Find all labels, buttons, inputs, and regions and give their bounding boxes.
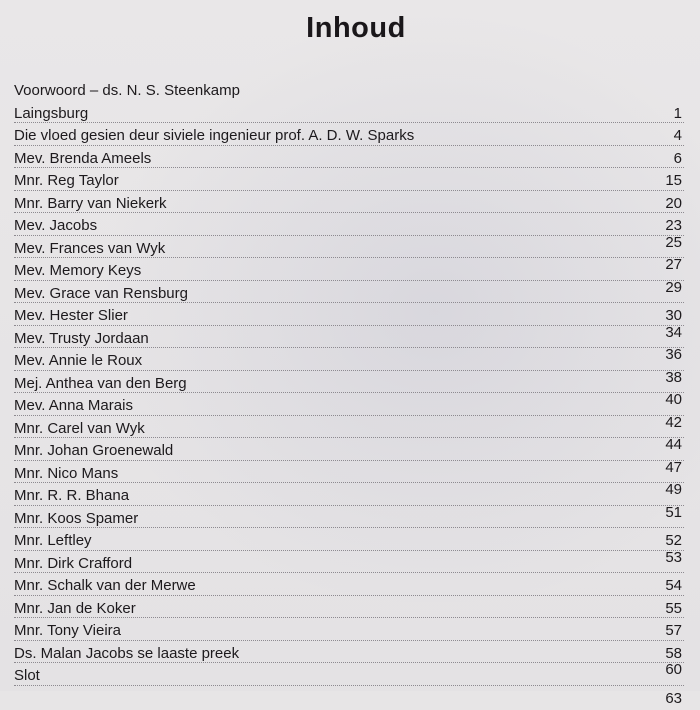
toc-entry-label: Mnr. Barry van Niekerk — [14, 195, 167, 212]
toc-entry-label: Mev. Annie le Roux — [14, 352, 142, 369]
toc-page-number: 38 — [665, 367, 682, 389]
toc-entry-label: Mnr. Johan Groenewald — [14, 442, 173, 459]
toc-entry — [14, 418, 684, 441]
dotted-leader — [14, 527, 684, 528]
dotted-leader — [14, 370, 684, 371]
toc-entry — [14, 508, 684, 531]
toc-entry — [14, 170, 684, 193]
toc-entry-label: Mnr. Carel van Wyk — [14, 420, 145, 437]
toc-entry-label: Mev. Brenda Ameels — [14, 150, 151, 167]
toc-page-number: 40 — [665, 389, 682, 411]
toc-entry-label: Mev. Frances van Wyk — [14, 240, 165, 257]
toc-entry — [14, 643, 684, 666]
toc-page-number: 6 — [674, 148, 682, 170]
dotted-leader — [14, 662, 684, 663]
toc-entry-label: Mev. Grace van Rensburg — [14, 285, 188, 302]
toc-page-number: 1 — [674, 103, 682, 125]
toc-entry-label: Mnr. Leftley — [14, 532, 92, 549]
toc-page-number: 27 — [665, 254, 682, 276]
toc-entry-label: Slot — [14, 667, 40, 684]
dotted-leader — [14, 347, 684, 348]
toc-entry-label: Mev. Hester Slier — [14, 307, 128, 324]
toc-page-number: 29 — [665, 277, 682, 299]
dotted-leader — [14, 302, 684, 303]
dotted-leader — [14, 212, 684, 213]
toc-page-number: 53 — [665, 547, 682, 569]
toc-page-number: 58 — [665, 643, 682, 665]
toc-entry — [14, 148, 684, 171]
toc-page-number: 47 — [665, 457, 682, 479]
toc-page-number: 60 — [665, 659, 682, 681]
toc-entry — [14, 395, 684, 418]
dotted-leader — [14, 190, 684, 191]
toc-page-number: 4 — [674, 125, 682, 147]
toc-entry-label: Mej. Anthea van den Berg — [14, 375, 187, 392]
toc-entry-label: Mnr. Schalk van der Merwe — [14, 577, 196, 594]
dotted-leader — [14, 685, 684, 686]
toc-page-number: 25 — [665, 232, 682, 254]
toc-entry — [14, 485, 684, 508]
dotted-leader — [14, 167, 684, 168]
toc-entry — [14, 620, 684, 643]
toc-entry-label: Mnr. Koos Spamer — [14, 510, 138, 527]
toc-page-number: 42 — [665, 412, 682, 434]
page-title: Inhoud — [6, 12, 700, 45]
dotted-leader — [14, 392, 684, 393]
dotted-leader — [14, 617, 684, 618]
toc-entry — [14, 350, 684, 373]
toc-entry-label: Mev. Memory Keys — [14, 262, 141, 279]
toc-entry-label: Mnr. Nico Mans — [14, 465, 118, 482]
toc-entry-label: Mnr. Jan de Koker — [14, 600, 136, 617]
toc-page-number: 54 — [665, 575, 682, 597]
dotted-leader — [14, 550, 684, 551]
toc-entry — [14, 665, 684, 688]
toc-entry — [14, 463, 684, 486]
toc-entry — [14, 598, 684, 621]
table-of-contents — [14, 80, 684, 710]
dotted-leader — [14, 482, 684, 483]
dotted-leader — [14, 437, 684, 438]
dotted-leader — [14, 640, 684, 641]
toc-page-number: 36 — [665, 344, 682, 366]
toc-entry — [14, 305, 684, 328]
toc-entry-label: Mnr. Dirk Crafford — [14, 555, 132, 572]
toc-entry-label: Mev. Trusty Jordaan — [14, 330, 149, 347]
toc-page-number: 52 — [665, 530, 682, 552]
toc-page-number: 55 — [665, 598, 682, 620]
dotted-leader — [14, 505, 684, 506]
toc-entry-label: Mnr. Reg Taylor — [14, 172, 119, 189]
toc-page-number: 51 — [665, 502, 682, 524]
dotted-leader — [14, 257, 684, 258]
toc-entry — [14, 103, 684, 126]
toc-page-number: 23 — [665, 215, 682, 237]
toc-entry — [14, 575, 684, 598]
toc-page-number: 44 — [665, 434, 682, 456]
toc-entry-label: Ds. Malan Jacobs se laaste preek — [14, 645, 239, 662]
toc-entry — [14, 125, 684, 148]
dotted-leader — [14, 325, 684, 326]
dotted-leader — [14, 595, 684, 596]
toc-entry — [14, 440, 684, 463]
dotted-leader — [14, 145, 684, 146]
toc-entry-voorwoord — [14, 80, 684, 103]
toc-entry — [14, 373, 684, 396]
dotted-leader — [14, 235, 684, 236]
toc-page-number: 30 — [665, 305, 682, 327]
toc-entry — [14, 238, 684, 261]
toc-page-number: 57 — [665, 620, 682, 642]
toc-entry — [14, 328, 684, 351]
toc-entry — [14, 193, 684, 216]
toc-entry-label: Mev. Jacobs — [14, 217, 97, 234]
toc-entry — [14, 260, 684, 283]
toc-entry — [14, 530, 684, 553]
dotted-leader — [14, 122, 684, 123]
toc-page-number: 49 — [665, 479, 682, 501]
toc-page-number: 63 — [665, 688, 682, 710]
dotted-leader — [14, 415, 684, 416]
toc-entry-label: Die vloed gesien deur siviele ingenieur prof. A. D. W. Sparks — [14, 127, 414, 144]
toc-entry-label: Voorwoord – ds. N. S. Steenkamp — [14, 82, 240, 99]
dotted-leader — [14, 280, 684, 281]
toc-entry — [14, 553, 684, 576]
dotted-leader — [14, 572, 684, 573]
toc-entry — [14, 215, 684, 238]
toc-entry-label: Mev. Anna Marais — [14, 397, 133, 414]
toc-page-number: 20 — [665, 193, 682, 215]
toc-entry-label: Mnr. R. R. Bhana — [14, 487, 129, 504]
toc-page-number: 34 — [665, 322, 682, 344]
toc-entry-label: Mnr. Tony Vieira — [14, 622, 121, 639]
toc-entry — [14, 283, 684, 306]
toc-entry-label: Laingsburg — [14, 105, 88, 122]
toc-page-number: 15 — [665, 170, 682, 192]
dotted-leader — [14, 460, 684, 461]
